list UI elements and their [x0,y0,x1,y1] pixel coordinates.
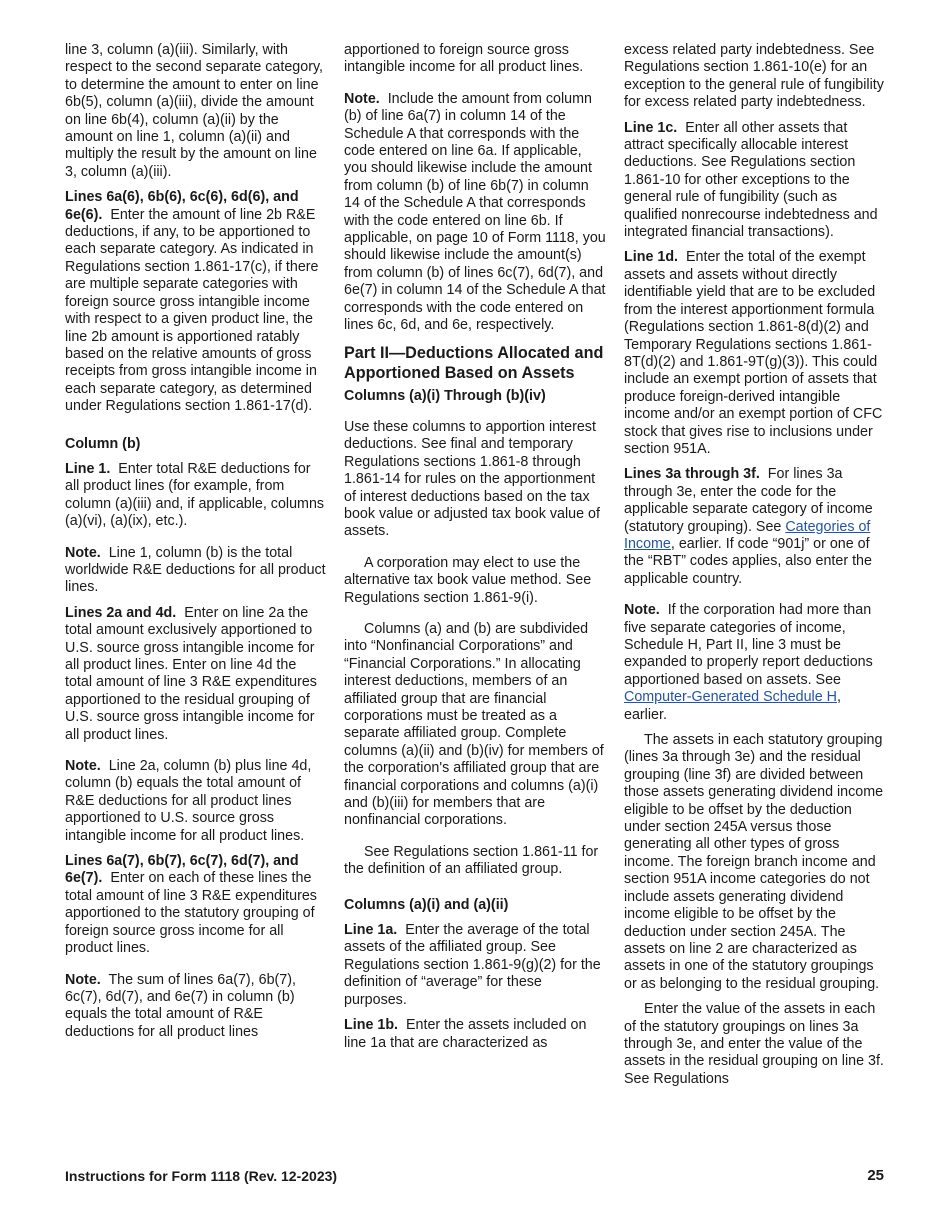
paragraph-line-1b [344,1017,606,1052]
note-label: Note. [344,90,380,107]
paragraph-text: For lines 3a through 3e, enter the code for the applicable separate category of income (statutory grouping). See [624,466,873,535]
paragraph-lines-3a-3f [624,466,886,588]
paragraph: excess related party indebtedness. See Regulations section 1.861-10(e) for an exception to the general rule of fungibility for excess related party indebtedness. [624,42,884,111]
section-heading-column-b: Column (b) [65,435,141,452]
paragraph: Enter the value of the assets in each of the statutory groupings on lines 3a through 3e, and enter the value of the assets in the residual grouping on line 3f. See Regulations [624,1001,884,1087]
paragraph-text: Enter on line 2a the total amount exclusively apportioned to U.S. source gross intangible income for all product lines. Enter on line 4d the total amount of line 3 R&E expenditures apportioned to the residual grouping of U.S. source gross intangible income for all product lines. [65,604,317,743]
paragraph-text: Line 1, column (b) is the total worldwide R&E deductions for all product lines. [65,544,326,596]
text-column-1 [65,42,327,1049]
paragraph: apportioned to foreign source gross intangible income for all product lines. [344,42,584,76]
text-column-2 [344,42,606,1060]
paragraph-lead: Lines 2a and 4d. [65,604,177,621]
paragraph-text: Line 2a, column (b) plus line 4d, column (b) equals the total amount of R&E deductions for all product lines apportioned to U.S. source gross intangible income for all product lines. [65,758,312,844]
paragraph-line-1a [344,922,606,1009]
note-label: Note. [65,544,101,561]
text-column-3 [624,42,886,1096]
footer-form-title: Instructions for Form 1118 (Rev. 12-2023) [65,1168,338,1184]
note-label: Note. [624,602,660,619]
note-paragraph [344,91,606,335]
paragraph-lead: Line 1c. [624,119,678,136]
section-heading-columns-ai-biv: Columns (a)(i) Through (b)(iv) [344,387,546,404]
paragraph: A corporation may elect to use the alternative tax book value method. See Regulations section 1.861-9(i). [344,554,592,606]
paragraph-text: , earlier. [624,689,841,723]
paragraph-text: Enter all other assets that attract specifically allocable interest deductions. See Regulations section 1.861-10 for other exceptions to the general rule of fungibility (such as qualified nonrecourse indebtedness and integrated financial transactions). [624,119,878,241]
note-label: Note. [65,971,101,988]
paragraph-text: Enter the average of the total assets of the affiliated group. See Regulations section 1.861-9(g)(2) for the definition of “average” for these purposes. [344,922,601,1008]
paragraph: Use these columns to apportion interest deductions. See final and temporary Regulations sections 1.861-8 through 1.861-14 for rules on the apportionment of interest deductions based on the tax book value or adjusted tax book value of assets. [344,418,600,540]
paragraph: Columns (a) and (b) are subdivided into “Nonfinancial Corporations” and “Financial Corporations.” In allocating interest deductions, members of an affiliated group that are financial corporations must be treated as a separate affiliated group. Complete columns (a)(ii) and (b)(iv) for members of the corporation's affiliated group that are financial corporations and columns (a)(i) and (b)(iii) for members that are nonfinancial corporations. [344,620,604,829]
paragraph-lines-6a6-6e6 [65,189,327,415]
paragraph-text: If the corporation had more than five separate categories of income, Schedule H, Part II, line 3 must be expanded to properly report deductions apportioned based on assets. See [624,602,873,688]
note-paragraph [65,545,327,597]
paragraph-line-1d [624,249,886,458]
paragraph-lead: Line 1. [65,460,111,477]
page-number: 25 [867,1167,884,1184]
note-paragraph [65,758,327,845]
paragraph-text: Enter on each of these lines the total amount of line 3 R&E expenditures apportioned to the statutory grouping of foreign source gross income for all product lines. [65,870,317,957]
paragraph: line 3, column (a)(iii). Similarly, with respect to the second separate category, to determine the amount to enter on line 6b(5), column (a)(iii), divide the amount on line 6b(4), column (a)(ii) by the amount on line 1, column (a)(ii) and multiply the result by the amount on line 3, column (a)(iii). [65,42,324,180]
paragraph-lead: Lines 6a(6), 6b(6), 6c(6), 6d(6), and 6e(6). [65,189,299,223]
computer-generated-schedule-h-link[interactable]: Computer-Generated Schedule H [624,689,837,706]
paragraph-lead: Line 1d. [624,249,679,266]
note-paragraph [624,602,886,724]
paragraph: See Regulations section 1.861-11 for the definition of an affiliated group. [344,843,599,878]
note-paragraph [65,972,327,1042]
paragraph-lines-6a7-6e7 [65,853,327,957]
paragraph-line-1c [624,120,886,242]
paragraph-text: Enter the total of the exempt assets and assets without directly identifiable yield that are to be excluded from the interest apportionment formula (Regulations section 1.861-8(d)(2) and Temporary Regulations sections 1.861-8T(d)(2) and 1.861-9T(g)(3)). This could include an exempt portion of assets that produce foreign-derived intangible income and/or an exempt portion of CFC stock that gives rise to inclusions under section 951A. [624,249,883,457]
part-ii-heading: Part II—Deductions Allocated and Apportioned Based on Assets [344,343,604,382]
note-label: Note. [65,758,101,775]
paragraph-text: Include the amount from column (b) of line 6a(7) in column 14 of the Schedule A that corresponds with the code entered on line 6a. If applicable, you should likewise include the amount from column (b) of line 6b(7) in column 14 of the Schedule A that corresponds with the code entered on line 6b. If applicable, on page 10 of Form 1118, you should likewise include the amount(s) from column (b) of lines 6c(7), 6d(7), and 6e(7) in column 14 of the Schedule A that corresponds with the code entered on lines 6c, 6d, and 6e, respectively. [344,90,606,334]
categories-of-income-link[interactable]: Categories of Income [624,518,871,552]
paragraph-text: , earlier. If code “901j” or one of the “RBT” codes applies, also enter the applicable country. [624,535,872,587]
paragraph-lead: Line 1b. [344,1017,399,1034]
paragraph-lead: Lines 3a through 3f. [624,466,760,483]
paragraph-lead: Line 1a. [344,922,398,939]
section-heading-columns-ai-aii: Columns (a)(i) and (a)(ii) [344,896,509,913]
paragraph-lead: Lines 6a(7), 6b(7), 6c(7), 6d(7), and 6e(7). [65,853,299,887]
paragraph-lines-2a-4d [65,605,327,744]
paragraph: The assets in each statutory grouping (lines 3a through 3e) and the residual grouping (line 3f) are divided between those assets generating dividend income eligible to be offset by the deduction under section 245A versus those generating all other types of gross income. The foreign branch income and section 951A income categories do not include assets generating dividend income eligible to be offset by the deduction under section 245A. The assets on line 2 are characterized as assets in one of the statutory groupings or as belonging to the residual grouping. [624,732,884,992]
paragraph-line-1 [65,461,327,531]
paragraph-text: The sum of lines 6a(7), 6b(7), 6c(7), 6d(7), and 6e(7) in column (b) equals the total amount of R&E deductions for all product lines [65,971,296,1040]
paragraph-text: Enter the assets included on line 1a that are characterized as [344,1017,587,1051]
paragraph-text: Enter total R&E deductions for all product lines (for example, from column (a)(iii) and, if applicable, columns (a)(vi), (a)(ix), etc.). [65,460,325,530]
paragraph-text: Enter the amount of line 2b R&E deductions, if any, to be apportioned to each separate category. As indicated in Regulations section 1.861-17(c), if there are multiple separate categories with foreign source gross intangible income with respect to a given product line, the line 2b amount is apportioned ratably based on the relative amounts of gross receipts from gross intangible income in each separate category, as determined under Regulations section 1.861-17(d). [65,206,319,415]
